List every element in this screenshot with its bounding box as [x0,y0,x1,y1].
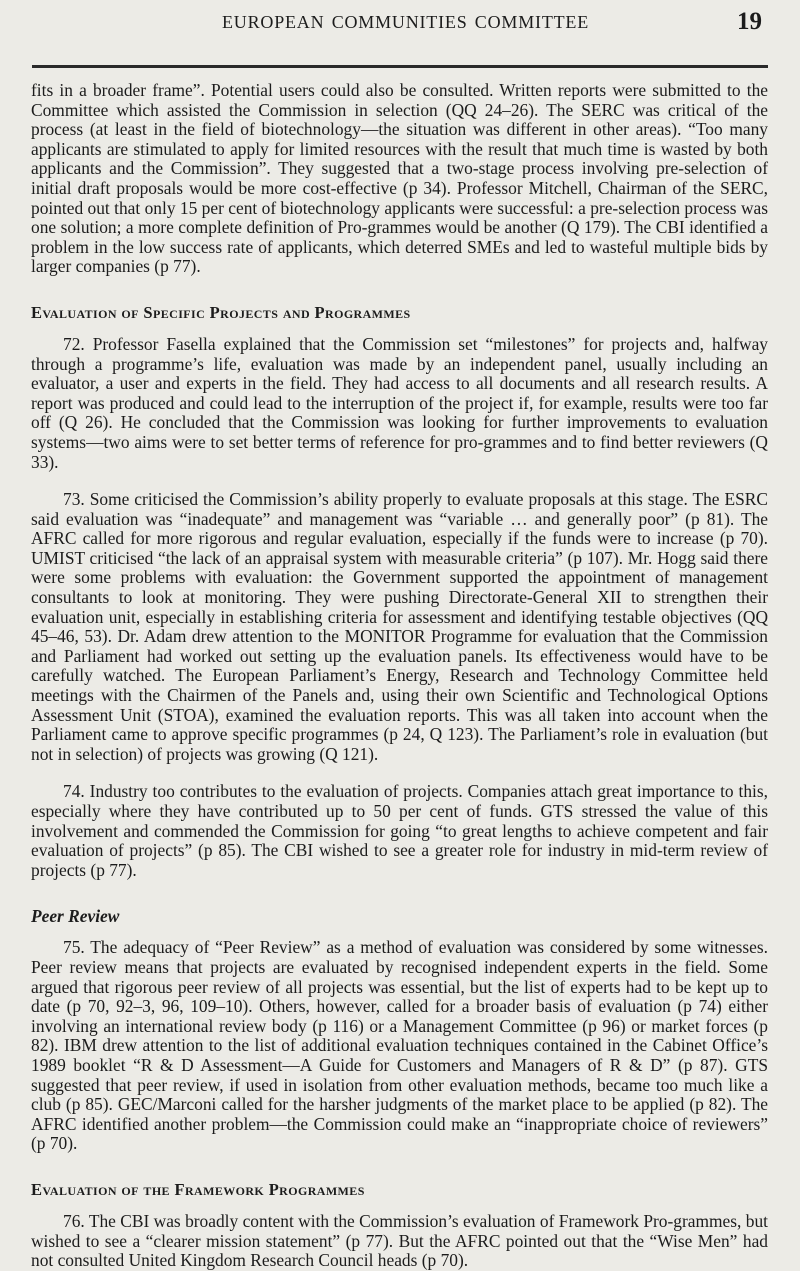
paragraph-76: 76. The CBI was broadly content with the Commission’s evaluation of Framework Pro-grammes, but wished to see a “clearer mission statement” (p 77). But the AFRC pointed out that the “Wise Men” had not consulted United Kingdom Research Council heads (p 70). [31,1210,768,1271]
section-heading-framework-programmes: Evaluation of the Framework Programmes [31,1179,365,1199]
page-number: 19 [737,8,762,35]
header-rule [32,65,768,68]
paragraph-72: 72. Professor Fasella explained that the Commission set “milestones” for projects and, halfway through a programme’s life, evaluation was made by an independent panel, usually including an evaluator, a user and experts in the field. They had access to all documents and all research results. A report was produced and could lead to the interruption of the project if, for example, results were too far off (Q 26). He concluded that the Commission was looking for further improvements to evaluation systems—two aims were to set better terms of reference for pro-grammes and to find better reviewers (Q 33). [31,333,768,472]
paragraph-75: 75. The adequacy of “Peer Review” as a method of evaluation was considered by some witnesses. Peer review means that projects are evaluated by recognised independent experts in the field. Some argued that rigorous peer review of all projects was essential, but the list of experts had to be kept up to date (p 70, 92–3, 96, 109–10). Others, however, called for a broader basis of evaluation (p 74) either involving an international review body (p 116) or a Management Committee (p 96) or market forces (p 82). IBM drew attention to the list of additional evaluation techniques contained in the Cabinet Office’s 1989 booklet “R & D Assessment—A Guide for Customers and Managers of R & D” (p 87). GTS suggested that peer review, if used in isolation from other evaluation methods, became too much like a club (p 85). GEC/Marconi called for the harsher judgments of the market place to be applied (p 82). The AFRC identified another problem—the Commission could make an “inappropriate choice of reviewers” (p 70). [31,937,768,1154]
paragraph-continued: fits in a broader frame”. Potential users could also be consulted. Written reports were submitted to the Committee which assisted the Commission in selection (QQ 24–26). The SERC was critical of the process (at least in the field of biotechnology—the situation was different in other areas). “Too many applicants are stimulated to apply for limited resources with the result that much time is wasted by both applicants and the Commission”. They suggested that a two-stage process involving pre-selection of initial draft proposals would be more cost-effective (p 34). Professor Mitchell, Chairman of the SERC, pointed out that only 15 per cent of biotechnology applicants were successful: a pre-selection process was one solution; a more complete definition of Pro-grammes would be another (Q 179). The CBI identified a problem in the low success rate of applicants, which deterred SMEs and led to wasteful multiple bids by larger companies (p 77). [31,80,768,277]
paragraph-73: 73. Some criticised the Commission’s ability properly to evaluate proposals at this stage. The ESRC said evaluation was “inadequate” and management was “variable … and generally poor” (p 81). The AFRC called for more rigorous and regular evaluation, especially if the funds were to increase (p 70). UMIST criticised “the lack of an appraisal system with measurable criteria” (p 107). Mr. Hogg said there were some problems with evaluation: the Government supported the appointment of management consultants to look at monitoring. They were pushing Directorate-General XII to strengthen their evaluation unit, especially in establishing criteria for assessment and identifying testable objectives (QQ 45–46, 53). Dr. Adam drew attention to the MONITOR Programme for evaluation that the Commission and Parliament had worked out setting up the evaluation panels. Its effectiveness would have to be carefully watched. The European Parliament’s Energy, Research and Technology Committee held meetings with the Chairmen of the Panels and, using their own Scientific and Technological Options Assessment Unit (STOA), examined the evaluation reports. This was all taken into account when the Parliament came to approve specific programmes (p 24, Q 123). The Parliament’s role in evaluation (but not in selection) of projects was growing (Q 121). [31,489,768,764]
running-title: EUROPEAN COMMUNITIES COMMITTEE [222,12,589,32]
paragraph-74: 74. Industry too contributes to the evaluation of projects. Companies attach great importance to this, especially where they have contributed up to 50 per cent of funds. GTS stressed the value of this involvement and commended the Commission for going “to great lengths to achieve competent and fair evaluation of projects” (p 85). The CBI wished to see a greater role for industry in mid-term review of projects (p 77). [31,781,768,880]
section-heading-specific-projects: Evaluation of Specific Projects and Programmes [31,302,411,322]
subheading-peer-review: Peer Review [31,906,120,927]
running-head [0,8,800,40]
body-text [31,81,768,1271]
